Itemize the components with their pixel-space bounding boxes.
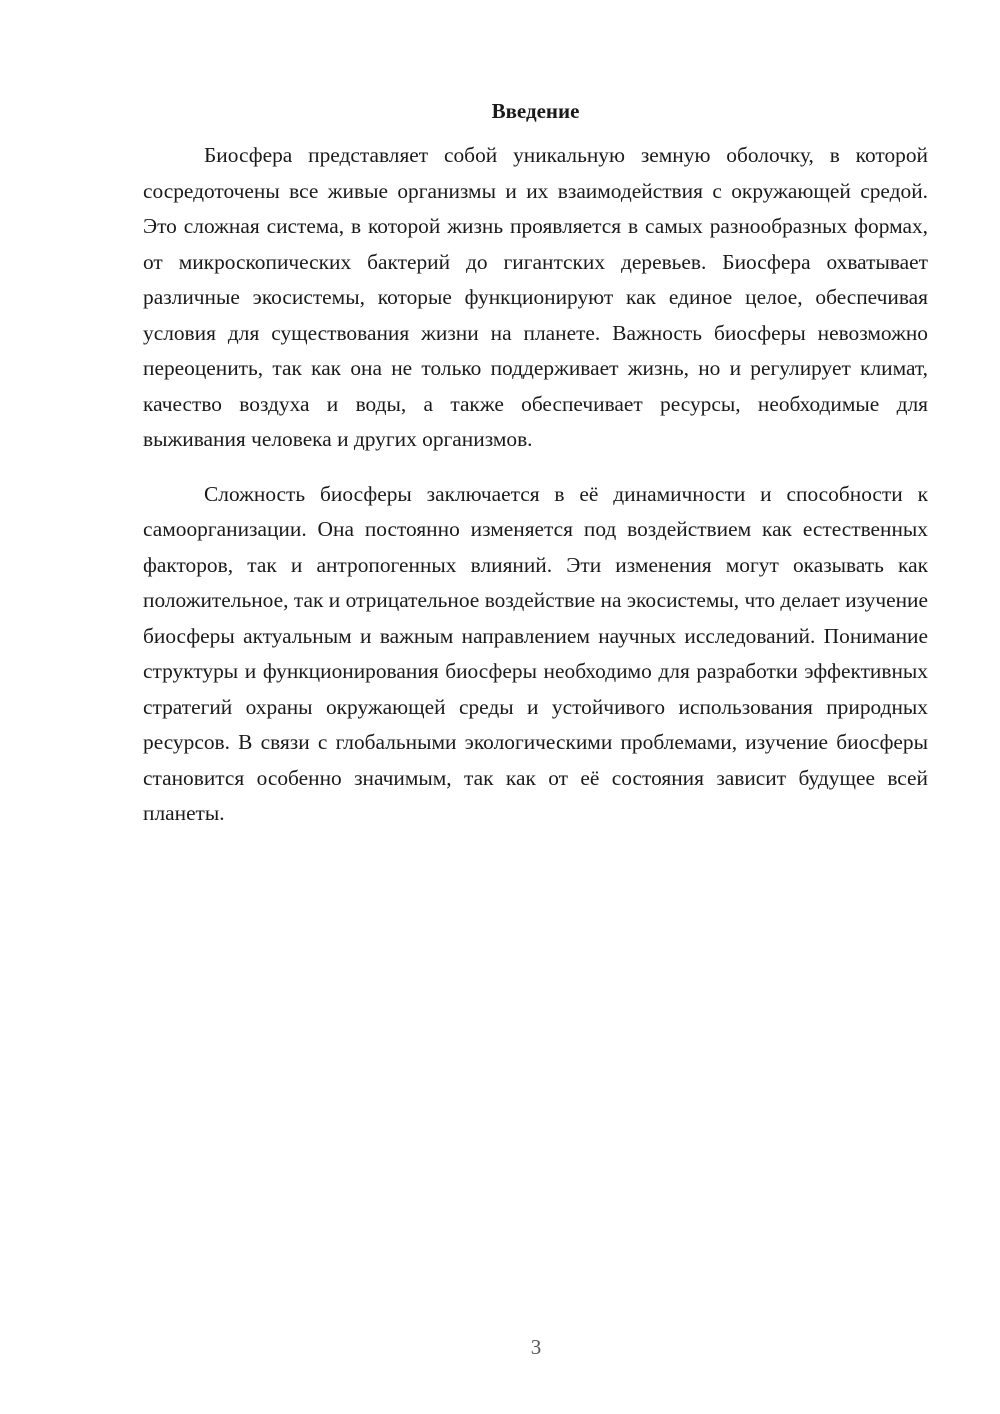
page-number: 3: [530, 1335, 542, 1359]
section-heading: Введение: [491, 99, 580, 123]
paragraph-complexity: Сложность биосферы заключается в её динамичности и способности к самоорганизации. Она постоянно изменяется под воздействием как естественных факторов, так и антропогенных влияний. Эти изменения могут оказывать как положительное, так и отрицательное воздействие на экосистемы, что делает изучение биосферы актуальным и важным направлением научных исследований. Понимание структуры и функционирования биосферы необходимо для разработки эффективных стратегий охраны окружающей среды и устойчивого использования природных ресурсов. В связи с глобальными экологическими проблемами, изучение биосферы становится особенно значимым, так как от её состояния зависит будущее всей планеты.: [143, 481, 928, 825]
paragraph-intro: Биосфера представляет собой уникальную земную оболочку, в которой сосредоточены все живые организмы и их взаимодействия с окружающей средой. Это сложная система, в которой жизнь проявляется в самых разнообразных формах, от микроскопических бактерий до гигантских деревьев. Биосфера охватывает различные экосистемы, которые функционируют как единое целое, обеспечивая условия для существования жизни на планете. Важность биосферы невозможно переоценить, так как она не только поддерживает жизнь, но и регулирует климат, качество воздуха и воды, а также обеспечивает ресурсы, необходимые для выживания человека и других организмов.: [143, 143, 928, 451]
page-content: [143, 96, 928, 832]
